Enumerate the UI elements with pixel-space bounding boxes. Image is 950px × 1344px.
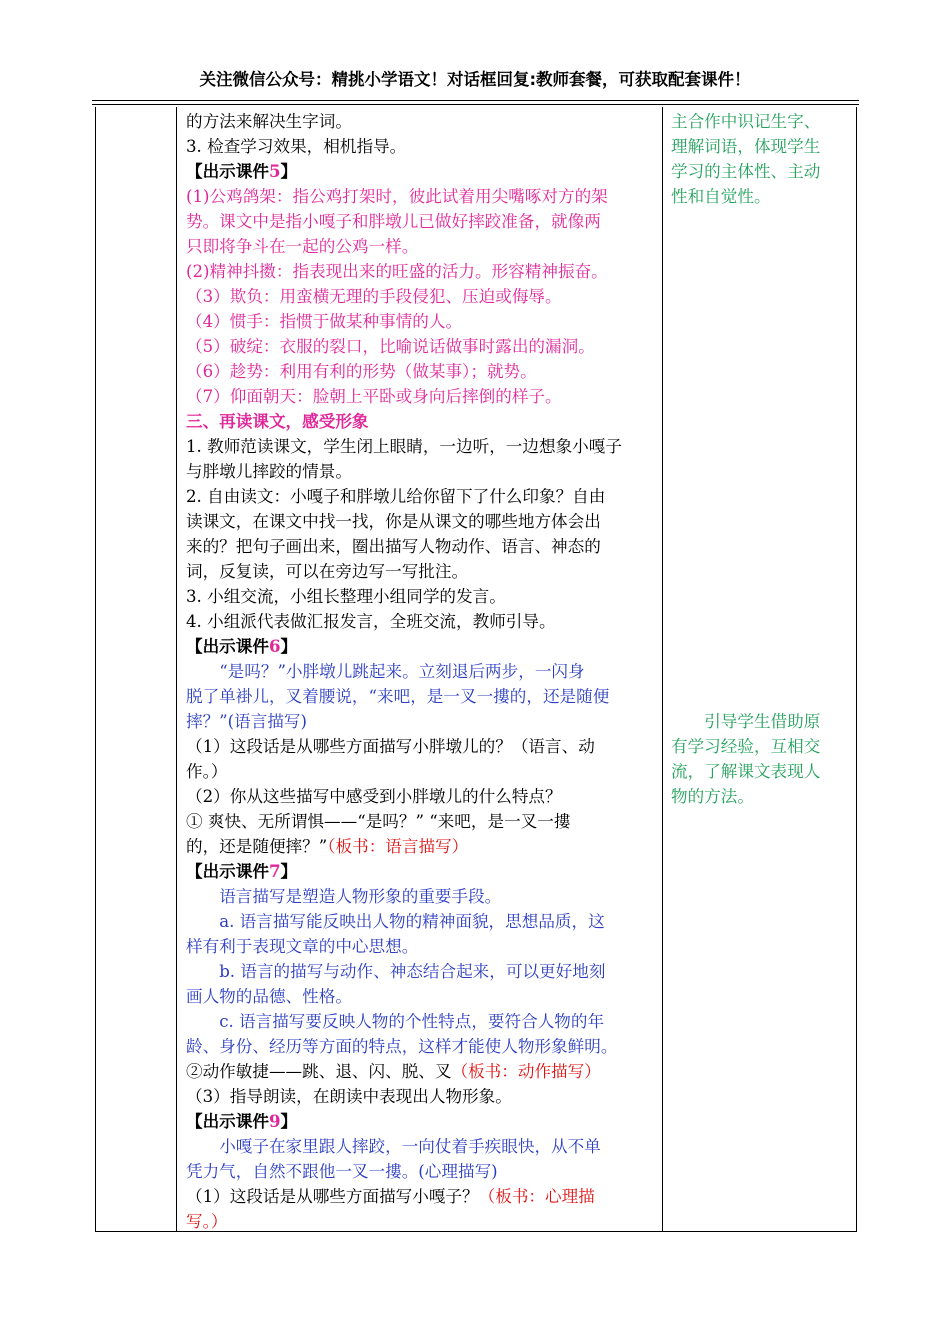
text-line: 与胖墩儿摔跤的情景。 [186, 462, 352, 481]
column-divider-1 [176, 107, 177, 1231]
text-line: 凭力气，自然不跟他一叉一摟。(心理描写) [186, 1162, 498, 1181]
text-line: （4）惯手：指惯于做某种事情的人。 [186, 312, 463, 331]
text-line: （5）破绽：衣服的裂口，比喻说话做事时露出的漏洞。 [186, 337, 595, 356]
text-line: 小嘎子在家里跟人摔跤，一向仗着手疾眼快，从不单 [219, 1137, 601, 1156]
text-line: 来的？把句子画出来，圈出描写人物动作、语言、神态的 [186, 537, 601, 556]
page-header: 关注微信公众号：精挑小学语文！对话框回复:教师套餐，可获取配套课件！ [199, 70, 751, 89]
board-note: （板书：语言描写） [327, 837, 469, 856]
text-line: 读课文，在课文中找一找，你是从课文的哪些地方体会出 [186, 512, 601, 531]
text-line: 4. 小组派代表做汇报发言，全班交流，教师引导。 [186, 612, 556, 631]
text-line: （3）指导朗读，在朗读中表现出人物形象。 [186, 1087, 512, 1106]
text-line: （1）这段话是从哪些方面描写小胖墩儿的？（语言、动 [186, 737, 595, 756]
text-line: 的，还是随便摔？”（板书：语言描写） [186, 837, 469, 856]
text-line: （2）你从这些描写中感受到小胖墩儿的什么特点？ [186, 787, 562, 806]
section-heading: 三、再读课文，感受形象 [186, 411, 369, 431]
board-note: （板书：心理描 [478, 1187, 595, 1206]
text-line: 1. 教师范读课文，学生闭上眼睛，一边听，一边想象小嘎子 [186, 437, 622, 456]
text-line: （3）欺负：用蛮横无理的手段侵犯、压迫或侮辱。 [186, 287, 562, 306]
text-line: (1)公鸡鸽架：指公鸡打架时，彼此试着用尖嘴啄对方的架 [186, 187, 608, 206]
text-line: 3. 小组交流，小组长整理小组同学的发言。 [186, 587, 506, 606]
text-line: 摔？”(语言描写) [186, 712, 307, 731]
text-line: 的方法来解决生字词。 [186, 112, 352, 131]
text-line: “是吗？”小胖墩儿跳起来。立刻退后两步，一闪身 [219, 662, 585, 681]
courseware-label: 【出示课件6】 [186, 636, 298, 656]
text-line: 画人物的品德、性格。 [186, 987, 352, 1006]
board-note: （板书：动作描写） [451, 1062, 601, 1081]
text-line: 脱了单褂儿，叉着腰说，“来吧，是一叉一摟的，还是随便 [186, 687, 610, 706]
text-line: 2. 自由读文：小嘎子和胖墩儿给你留下了什么印象？自由 [186, 487, 606, 506]
text-line: 龄、身份、经历等方面的特点，这样才能使人物形象鲜明。 [186, 1037, 618, 1056]
text-line: ① 爽快、无所谓惧——“是吗？” “来吧，是一叉一摟 [186, 812, 571, 831]
design-intent-note-1: 主合作中识记生字、 理解词语，体现学生 学习的主体性、主动 性和自觉性。 [671, 112, 821, 206]
text-line: (2)精神抖擞：指表现出来的旺盛的活力。形容精神振奋。 [186, 262, 608, 281]
text-line: 写。） [186, 1212, 228, 1231]
text-line: 3. 检查学习效果，相机指导。 [186, 137, 407, 156]
text-line: （1）这段话是从哪些方面描写小嘎子？（板书：心理描 [186, 1187, 595, 1206]
lesson-table [95, 107, 857, 1232]
text-line: ②动作敏捷——跳、退、闪、脱、叉（板书：动作描写） [186, 1062, 601, 1081]
design-intent-note-2: 引导学生借助原 有学习经验，互相交 流，了解课文表现人 物的方法。 [671, 712, 821, 806]
text-line: （7）仰面朝天：脸朝上平卧或身向后摔倒的样子。 [186, 387, 562, 406]
text-line: b. 语言的描写与动作、神态结合起来，可以更好地刻 [219, 962, 606, 981]
text-line: （6）趁势：利用有利的形势（做某事）；就势。 [186, 362, 537, 381]
courseware-label: 【出示课件7】 [186, 861, 298, 881]
text-line: 势。课文中是指小嘎子和胖墩儿已做好摔跤准备，就像两 [186, 212, 601, 231]
text-line: 作。） [186, 762, 228, 781]
text-line: 样有利于表现文章的中心思想。 [186, 937, 419, 956]
text-line: a. 语言描写能反映出人物的精神面貌，思想品质，这 [219, 912, 605, 931]
courseware-label: 【出示课件9】 [186, 1111, 298, 1131]
teaching-process-column [186, 109, 666, 1234]
header-rule-top [92, 100, 859, 101]
text-line: c. 语言描写要反映人物的个性特点，要符合人物的年 [219, 1012, 605, 1031]
text-line: 语言描写是塑造人物形象的重要手段。 [219, 887, 502, 906]
text-line: 词，反复读，可以在旁边写一写批注。 [186, 562, 469, 581]
text-line: 只即将争斗在一起的公鸡一样。 [186, 237, 419, 256]
courseware-label: 【出示课件5】 [186, 161, 298, 181]
header-rule-bottom [92, 104, 859, 105]
